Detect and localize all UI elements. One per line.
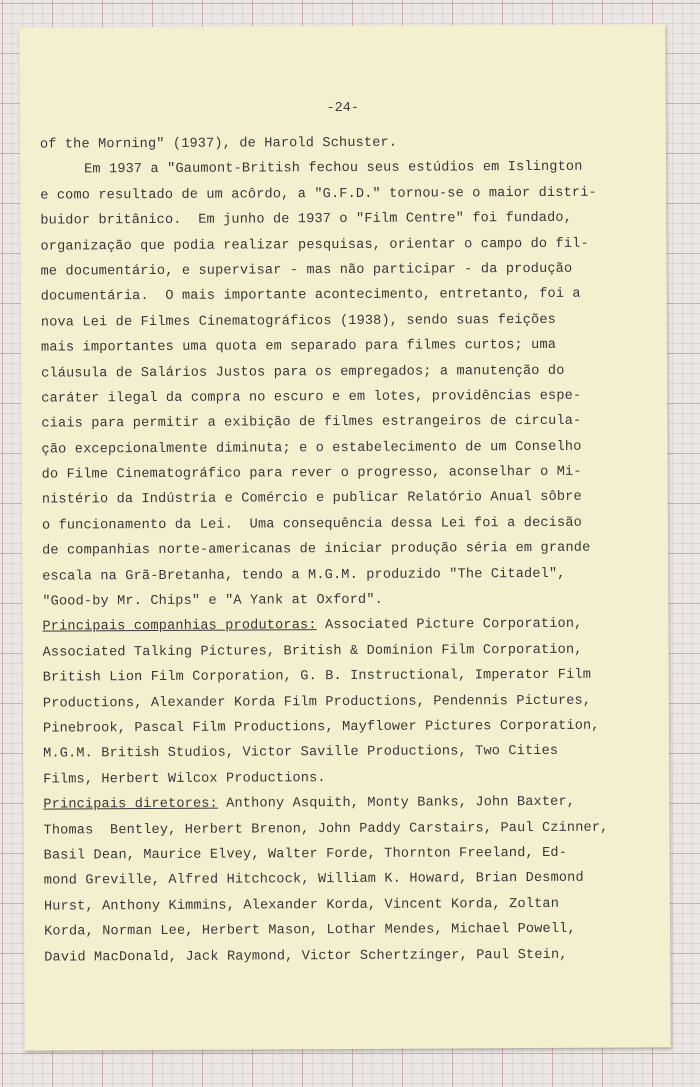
line-text: of the Morning" (1937), de Harold Schuster.: [39, 135, 398, 153]
line-text: Korda, Norman Lee, Herbert Mason, Lothar Mendes, Michael Powell,: [44, 921, 576, 940]
line-text: escala na Grã-Bretanha, tendo a M.G.M. produzido "The Citadel",: [42, 566, 566, 585]
text-line: [43, 815, 663, 844]
text-line: [42, 510, 662, 539]
page-number: -24-: [326, 100, 359, 117]
line-text: mais importantes uma quota em separado para filmes curtos; uma: [40, 338, 557, 356]
line-text: ção excepcionalmente diminuta; e o estabelecimento de um Conselho: [41, 439, 582, 458]
line-text: British Lion Film Corporation, G. B. Instructional, Imperator Film: [42, 667, 592, 686]
text-line: [40, 231, 660, 260]
text-line: [41, 358, 661, 387]
line-text: Pinebrook, Pascal Film Productions, Mayflower Pictures Corporation,: [42, 718, 600, 737]
line-text: Thomas Bentley, Herbert Brenon, John Paddy Carstairs, Paul Czinner,: [43, 820, 609, 839]
text-line: [43, 637, 663, 666]
text-line: [42, 536, 662, 565]
section-heading: Principais companhias produtoras:: [42, 618, 317, 636]
line-text: e como resultado de um acôrdo, a "G.F.D." tornou-se o maior distri-: [40, 185, 597, 204]
text-line: [42, 586, 662, 615]
text-line: [43, 663, 663, 692]
text-line: [41, 383, 661, 412]
text-line: [40, 180, 660, 209]
text-line: [41, 434, 661, 463]
line-text: organização que podia realizar pesquisas, orientar o campo do fil-: [40, 236, 589, 255]
text-line: [41, 332, 661, 361]
line-text: o funcionamento da Lei. Uma consequência dessa Lei foi a decisão: [41, 515, 582, 534]
line-text: caráter ilegal da compra no escuro e em lotes, providências espe-: [41, 388, 582, 407]
line-text: Films, Herbert Wilcox Productions.: [43, 770, 326, 788]
line-text: documentária. O mais importante acontecimento, entretanto, foi a: [40, 287, 581, 305]
body-text: [40, 129, 664, 970]
line-text: Em 1937 a "Gaumont-British fechou seus estúdios em Islington: [84, 160, 583, 178]
text-line: [44, 840, 664, 869]
line-text: nova Lei de Filmes Cinematográficos (1938), sendo suas feições: [40, 312, 556, 331]
text-line: [41, 282, 661, 311]
text-line: [43, 713, 663, 742]
text-line: [43, 764, 663, 793]
line-text: nistério da Indústria e Comércio e publicar Relatório Anual sôbre: [41, 490, 582, 509]
line-text: Hurst, Anthony Kimmins, Alexander Korda, Vincent Korda, Zoltan: [43, 896, 560, 915]
section-heading: Principais diretores:: [43, 796, 218, 813]
text-line: [42, 485, 662, 514]
line-text: mond Greville, Alfred Hitchcock, William K. Howard, Brian Desmond: [43, 871, 584, 889]
text-line: [44, 891, 664, 920]
line-text: David MacDonald, Jack Raymond, Victor Schertzinger, Paul Stein,: [44, 947, 568, 966]
text-line: [42, 612, 662, 641]
text-line: [41, 256, 661, 285]
line-text: cláusula de Salários Justos para os empregados; a manutenção do: [41, 363, 565, 382]
text-line: [43, 739, 663, 768]
text-line: [44, 866, 664, 895]
text-line: [44, 942, 664, 971]
text-line: [40, 155, 660, 184]
line-text: Associated Talking Pictures, British & Dominion Film Corporation,: [42, 642, 583, 661]
line-text: Basil Dean, Maurice Elvey, Walter Forde, Thornton Freeland, Ed-: [43, 845, 568, 864]
line-text: Anthony Asquith, Monty Banks, John Baxter,: [217, 794, 576, 812]
line-text: "Good-by Mr. Chips" e "A Yank at Oxford".: [42, 592, 383, 610]
text-line: [44, 916, 664, 945]
text-line: [43, 789, 663, 818]
text-line: [40, 206, 660, 235]
typewritten-page: [19, 24, 670, 1050]
line-text: ciais para permitir a exibição de filmes estrangeiros de circula-: [41, 414, 582, 432]
line-text: buidor britânico. Em junho de 1937 o "Film Centre" foi fundado,: [40, 210, 573, 229]
line-text: do Filme Cinematográfico para rever o progresso, aconselhar o Mi-: [41, 464, 582, 483]
text-line: [42, 561, 662, 590]
line-text: Associated Picture Corporation,: [316, 617, 583, 634]
text-line: [41, 307, 661, 336]
text-line: [41, 409, 661, 438]
text-line: [40, 129, 660, 158]
text-line: [42, 459, 662, 488]
line-text: M.G.M. British Studios, Victor Saville Productions, Two Cities: [43, 744, 559, 762]
line-text: Productions, Alexander Korda Film Productions, Pendennis Pictures,: [42, 693, 592, 712]
text-line: [43, 688, 663, 717]
line-text: de companhias norte-americanas de iniciar produção séria em grande: [42, 540, 591, 559]
line-text: me documentário, e supervisar - mas não participar - da produção: [40, 261, 573, 280]
